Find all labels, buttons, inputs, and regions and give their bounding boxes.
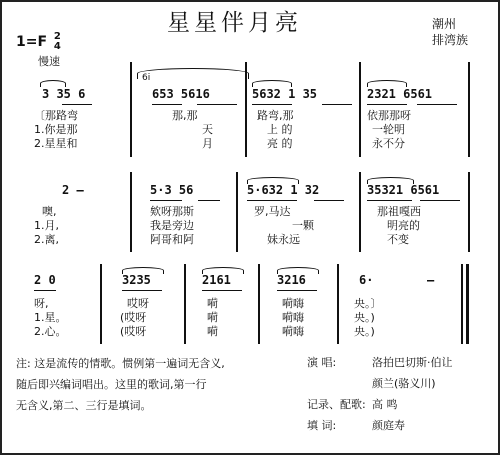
lyric-line-0: 那,那: [172, 109, 198, 122]
time-signature: 2 4: [53, 31, 61, 52]
slur: [252, 80, 292, 87]
lyric-line-0: 依那那呀: [367, 109, 411, 122]
measure-4-notes: 2321 6561: [367, 87, 433, 101]
lyric-line-0: 噢,: [42, 205, 57, 218]
lyric-line-1: 1.星。: [34, 311, 67, 324]
lyric-line-0: 〔那路弯: [34, 109, 78, 122]
beam: [252, 104, 292, 105]
lyric-line-2: 2.星星和: [34, 137, 78, 150]
lyric-line-2: 阿哥和阿: [150, 233, 194, 246]
lyric-line-2: 妹永远: [267, 233, 300, 246]
lyric-line-2: 央。): [354, 325, 375, 338]
measure-13-notes: 6·: [359, 273, 374, 287]
key-signature: 1=F 2 4: [16, 31, 61, 52]
final-barline-thick: [466, 264, 469, 344]
measure-6-notes: 5·3 56: [150, 183, 194, 197]
lyric-line-1: 上 的: [267, 123, 293, 136]
beam: [417, 104, 457, 105]
lyric-line-2: (哎呀: [120, 325, 147, 338]
slur: [367, 80, 407, 87]
lyric-line-1: 1.月,: [34, 219, 59, 232]
final-barline-thin: [461, 264, 463, 344]
measure-13-dash: –: [427, 273, 435, 287]
tempo-marking: 慢速: [38, 55, 60, 68]
beam: [367, 104, 407, 105]
beam: [314, 200, 344, 201]
barline: [359, 62, 361, 157]
singer-name: 洛拍巴切斯·伯让: [372, 356, 453, 369]
barline: [245, 62, 247, 157]
beam: [277, 290, 317, 291]
barline: [337, 264, 339, 344]
recorder-label: 记录、配歌:: [307, 398, 366, 411]
beam: [202, 290, 242, 291]
footnote: 注: 这是流传的情歌。惯例第一遍词无含义, 随后即兴编词唱出。这里的歌词,第一行 无含义,第二、三行是填词。: [16, 357, 225, 412]
lyric-line-1: 天: [202, 123, 213, 136]
barline: [468, 62, 470, 157]
beam: [34, 290, 56, 291]
lyric-line-2: 2.离,: [34, 233, 59, 246]
lyric-line-1: 我是旁边: [150, 219, 194, 232]
barline: [258, 264, 260, 344]
lyric-line-2: 不变: [387, 233, 409, 246]
lyric-line-1: 明亮的: [387, 219, 420, 232]
beam: [420, 200, 460, 201]
measure-5-notes: 2 –: [62, 183, 84, 197]
barline: [236, 172, 238, 252]
measure-12-notes: 3216: [277, 273, 306, 287]
barline: [359, 172, 361, 252]
song-title: 星星伴月亮: [167, 10, 302, 36]
measure-1-notes: 3 35 6: [42, 87, 86, 101]
recorder-name: 高 鸣: [372, 398, 398, 411]
singer-name-2: 颜兰(骆义川): [372, 377, 436, 390]
measure-7-notes: 5·632 1 32: [247, 183, 320, 197]
song-origin: 潮州 排湾族: [432, 17, 469, 47]
lyric-line-1: 嗬嗨: [282, 311, 304, 324]
beam: [322, 104, 352, 105]
beam: [367, 200, 412, 201]
beam: [197, 104, 237, 105]
lyric-line-0: 欸呀那斯: [150, 205, 194, 218]
beam: [150, 200, 182, 201]
measure-3-notes: 5632 1 35: [252, 87, 318, 101]
slur: [277, 267, 319, 274]
lyric-line-0: 嗬嗨: [282, 297, 304, 310]
lyric-line-2: 月: [202, 137, 213, 150]
measure-9-notes: 2 0: [34, 273, 56, 287]
lyric-line-0: 那祖嘎西: [377, 205, 421, 218]
slur: [122, 267, 164, 274]
barline: [468, 172, 470, 252]
singer-label: 演 唱:: [307, 356, 337, 369]
lyric-line-1: 央。): [354, 311, 375, 324]
beam: [198, 200, 220, 201]
barline: [100, 264, 102, 344]
beam: [152, 104, 182, 105]
slur: [40, 80, 66, 87]
lyric-line-1: 1.你是那: [34, 123, 78, 136]
lyric-line-1: (哎呀: [120, 311, 147, 324]
lyricist-label: 填 词:: [307, 419, 337, 432]
slur: [367, 177, 414, 184]
lyricist-name: 颜庭寿: [372, 419, 405, 432]
lyric-line-0: 嗬: [207, 297, 218, 310]
barline: [130, 172, 132, 252]
lyric-line-0: 罗,马达: [254, 205, 291, 218]
measure-11-notes: 2161: [202, 273, 231, 287]
beam: [122, 290, 162, 291]
barline: [130, 62, 132, 157]
beam: [247, 200, 297, 201]
grace-note: 6i: [142, 73, 151, 83]
lyric-line-1: 一颗: [292, 219, 314, 232]
lyric-line-0: 央。〕: [354, 297, 382, 310]
lyric-line-0: 路弯,那: [257, 109, 294, 122]
lyric-line-2: 嗬: [207, 325, 218, 338]
lyric-line-1: 嗬: [207, 311, 218, 324]
lyric-line-2: 亮 的: [267, 137, 293, 150]
slur: [202, 267, 244, 274]
lyric-line-0: 哎呀: [127, 297, 149, 310]
lyric-line-2: 嗬嗨: [282, 325, 304, 338]
measure-10-notes: 3235: [122, 273, 151, 287]
beam: [62, 104, 92, 105]
slur: [137, 68, 249, 79]
lyric-line-2: 永不分: [372, 137, 405, 150]
lyric-line-0: 呀,: [34, 297, 49, 310]
slur: [247, 177, 299, 184]
barline: [184, 264, 186, 344]
lyric-line-2: 2.心。: [34, 325, 67, 338]
lyric-line-1: 一轮明: [372, 123, 405, 136]
measure-2-notes: 653 5616: [152, 87, 210, 101]
measure-8-notes: 35321 6561: [367, 183, 440, 197]
